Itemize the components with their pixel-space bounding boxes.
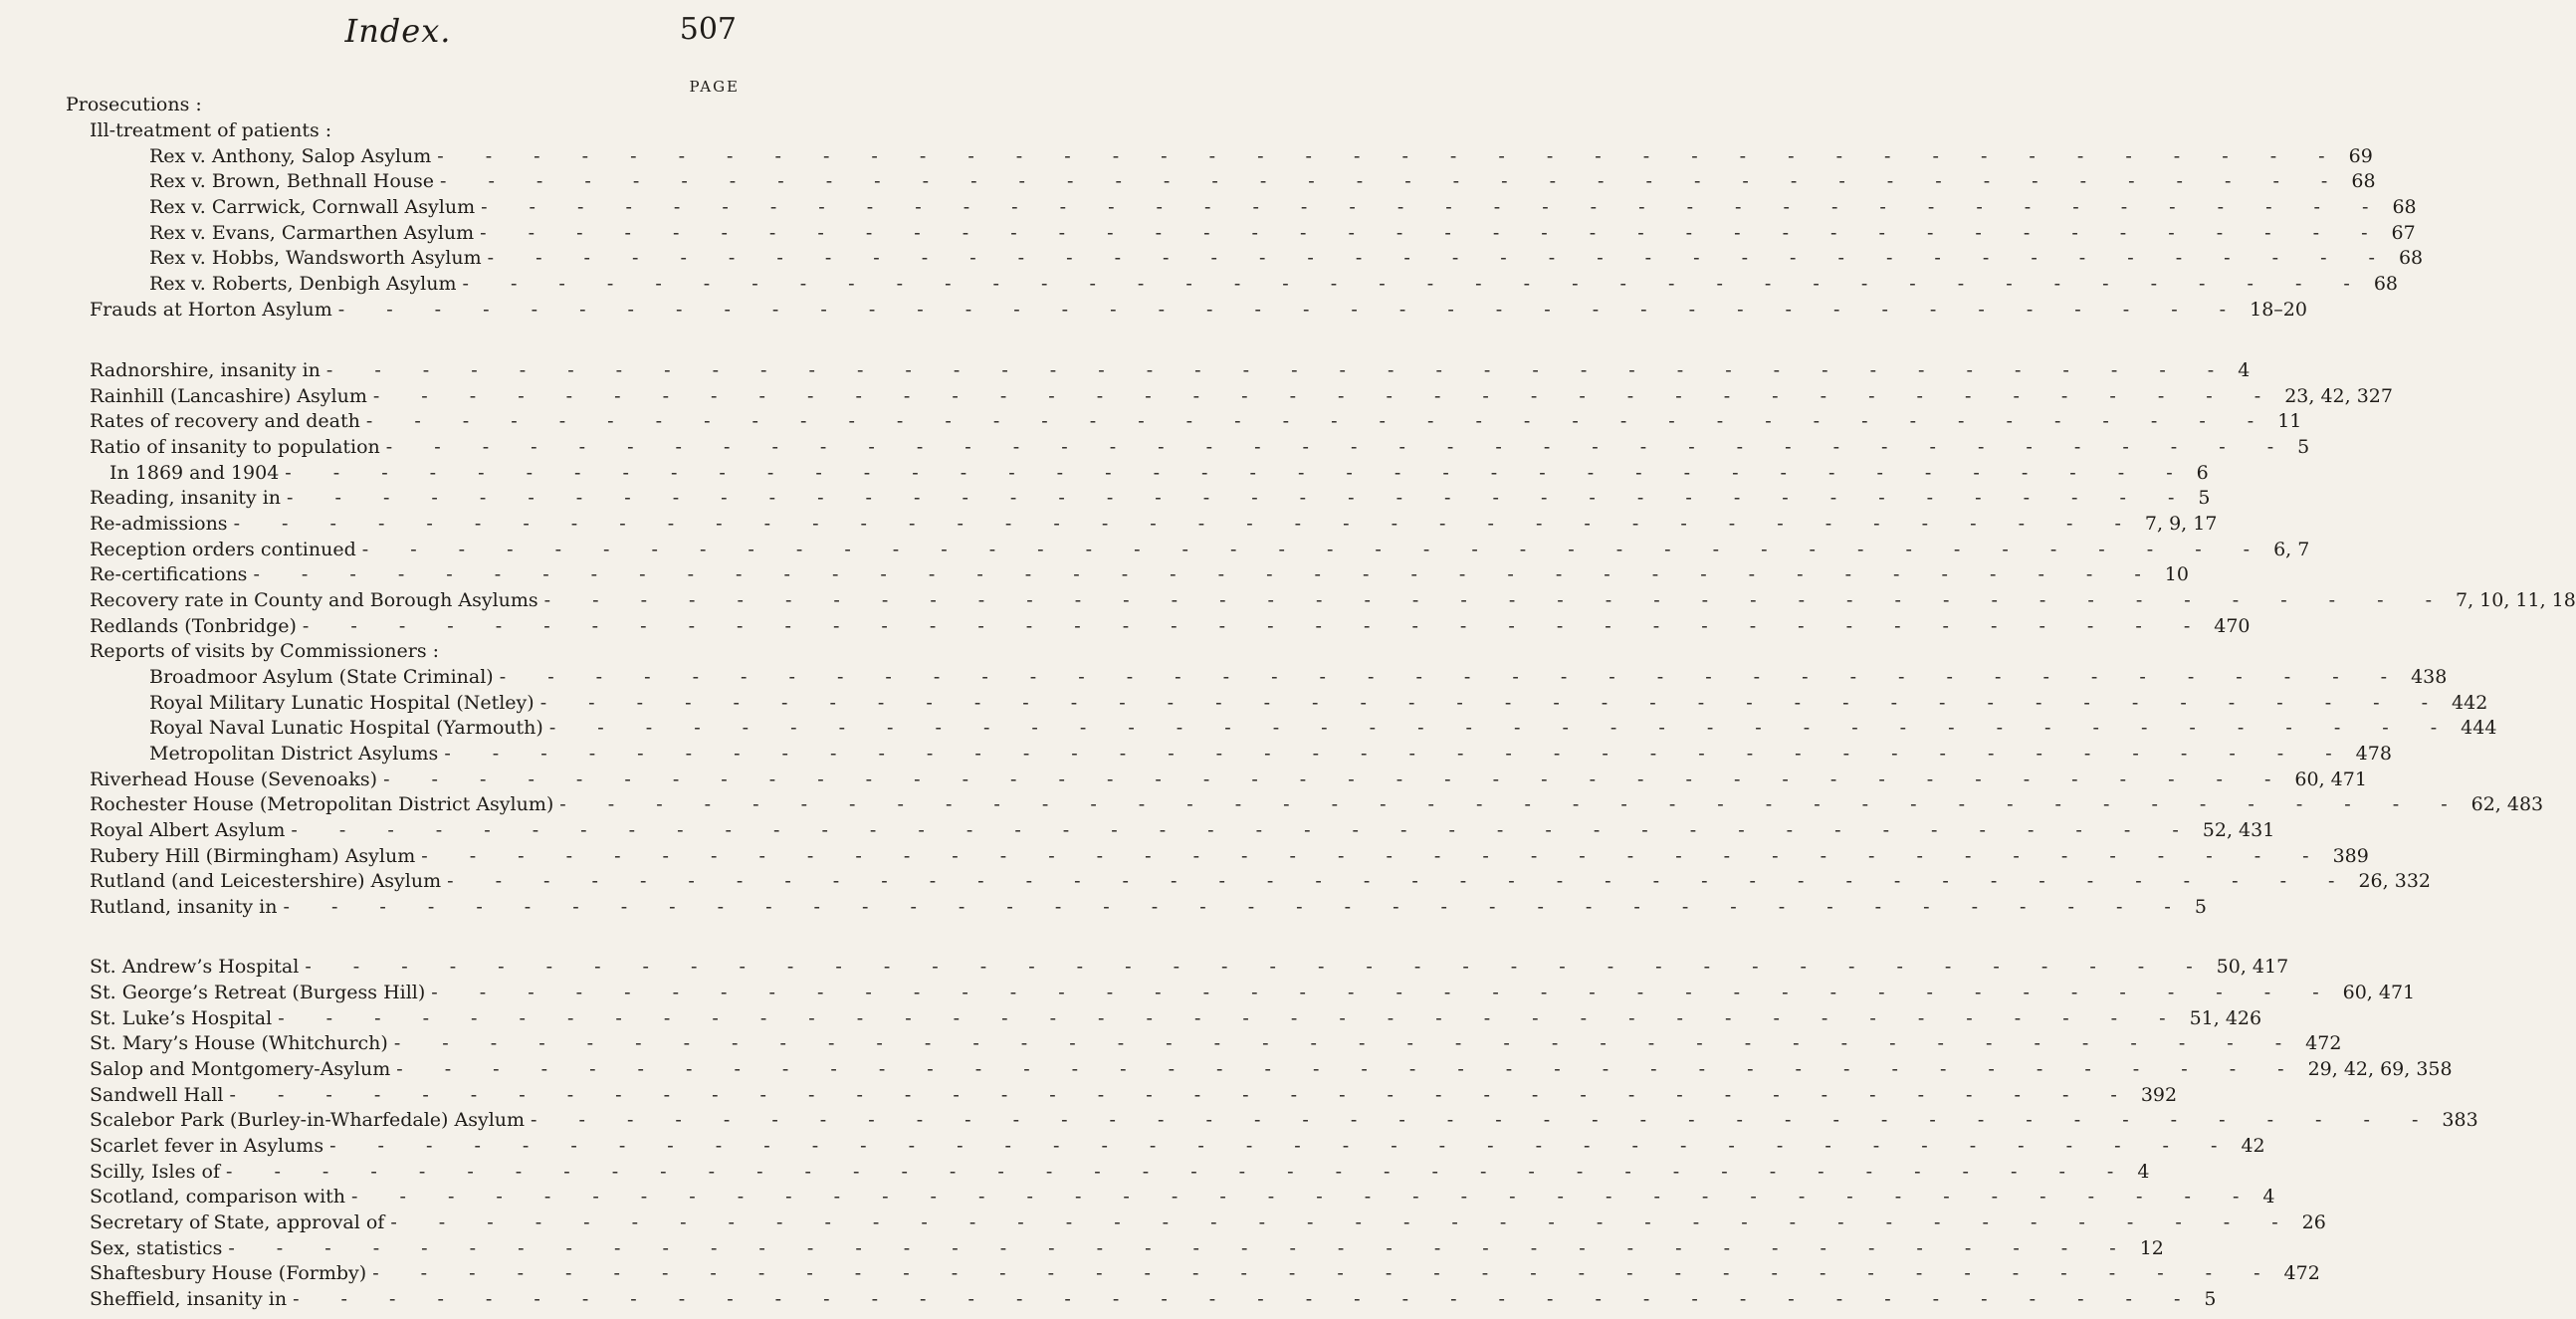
running-header-title: Index. bbox=[344, 12, 452, 50]
entry-text: Radnorshire, insanity in bbox=[90, 359, 321, 381]
entry-text: Sheffield, insanity in bbox=[90, 1288, 288, 1310]
leader-dashes: - - - - - - - - - - - - - - - - - - - - - - - - - - - - - - - - - - - - - - - - bbox=[287, 487, 2193, 509]
entry-page-numbers: 11 bbox=[2277, 410, 2302, 432]
entry-page-numbers: 68 bbox=[2373, 273, 2399, 295]
entry-text: Rochester House (Metropolitan District Asylum) bbox=[90, 793, 554, 815]
leader-dashes: - - - - - - - - - - - - - - - - - - - - - - - - - - - - - - - - - - - - - - - - bbox=[226, 1161, 2132, 1183]
entry-page-numbers: 444 bbox=[2461, 717, 2497, 739]
entry-text: Rainhill (Lancashire) Asylum bbox=[90, 385, 367, 407]
entry-text: Recovery rate in County and Borough Asylums bbox=[90, 589, 538, 611]
entry-text: Secretary of State, approval of bbox=[90, 1211, 385, 1233]
entry-text: In 1869 and 1904 bbox=[109, 462, 280, 484]
entry-page-numbers: 50, 417 bbox=[2216, 956, 2289, 978]
entry-text: St. Andrew’s Hospital bbox=[90, 956, 300, 978]
entry-page-numbers: 472 bbox=[2283, 1262, 2320, 1284]
leader-dashes: - - - - - - - - - - - - - - - - - - - - - - - - - - - - - - - - - - - - - - - - bbox=[291, 819, 2197, 841]
entry-text: Rex v. Brown, Bethnall House bbox=[149, 170, 435, 192]
entry-text: Prosecutions : bbox=[66, 94, 202, 115]
entry-text: Reports of visits by Commissioners : bbox=[90, 640, 440, 662]
entry-text: St. Luke’s Hospital bbox=[90, 1007, 273, 1029]
leader-dashes: - - - - - - - - - - - - - - - - - - - - - - - - - - - - - - - - - - - - - - - - bbox=[361, 539, 2268, 560]
leader-dashes: - - - - - - - - - - - - - - - - - - - - - - - - - - - - - - - - - - - - - - - - bbox=[437, 145, 2343, 167]
leader-dashes: - - - - - - - - - - - - - - - - - - - - - - - - - - - - - - - - - - - - - - - - bbox=[543, 589, 2450, 611]
entry-text: Frauds at Horton Asylum bbox=[90, 299, 332, 321]
entry-page-numbers: 438 bbox=[2411, 666, 2448, 688]
leader-dashes: - - - - - - - - - - - - - - - - - - - - - - - - - - - - - - - - - - - - - - - - bbox=[390, 1211, 2296, 1233]
page-column-label: PAGE bbox=[689, 78, 740, 96]
entry-page-numbers: 52, 431 bbox=[2202, 819, 2275, 841]
entry-text: Royal Naval Lunatic Hospital (Yarmouth) bbox=[149, 717, 543, 739]
entry-text: Rates of recovery and death bbox=[90, 410, 360, 432]
leader-dashes: - - - - - - - - - - - - - - - - - - - - - - - - - - - - - - - - - - - - - - - - bbox=[365, 410, 2272, 432]
entry-page-numbers: 68 bbox=[2351, 170, 2376, 192]
leader-dashes: - - - - - - - - - - - - - - - - - - - - - - - - - - - - - - - - - - - - - - - - bbox=[372, 385, 2279, 407]
entry-text: Re-certifications bbox=[90, 563, 248, 585]
entry-page-numbers: 383 bbox=[2442, 1109, 2478, 1131]
entry-text: Rex v. Anthony, Salop Asylum bbox=[149, 145, 432, 167]
leader-dashes: - - - - - - - - - - - - - - - - - - - - - - - - - - - - - - - - - - - - - - - - bbox=[229, 1084, 2135, 1106]
entry-page-numbers: 7, 10, 11, 18 bbox=[2456, 589, 2576, 611]
entry-page-numbers: 442 bbox=[2452, 692, 2488, 714]
leader-dashes: - - - - - - - - - - - - - - - - - - - - - - - - - - - - - - - - - - - - - - - - bbox=[393, 1032, 2300, 1054]
entry-page-numbers: 6 bbox=[2196, 462, 2209, 484]
entry-page-numbers: 42 bbox=[2241, 1135, 2265, 1157]
entry-page-numbers: 389 bbox=[2332, 845, 2369, 867]
entry-page-numbers: 12 bbox=[2139, 1237, 2164, 1259]
entry-page-numbers: 10 bbox=[2164, 563, 2189, 585]
entry-text: Rutland (and Leicestershire) Asylum bbox=[90, 870, 442, 892]
index-entry bbox=[90, 1284, 2217, 1314]
entry-page-numbers: 478 bbox=[2355, 743, 2392, 765]
entry-page-numbers: 60, 471 bbox=[2342, 982, 2416, 1003]
entry-text: Rex v. Evans, Carmarthen Asylum bbox=[149, 222, 475, 244]
entry-text: St. George’s Retreat (Burgess Hill) bbox=[90, 982, 426, 1003]
entry-text: Rex v. Carrwick, Cornwall Asylum bbox=[149, 196, 476, 218]
entry-page-numbers: 470 bbox=[2214, 615, 2251, 637]
entry-page-numbers: 4 bbox=[2137, 1161, 2150, 1183]
leader-dashes: - - - - - - - - - - - - - - - - - - - - - - - - - - - - - - - - - - - - - - - - bbox=[228, 1237, 2134, 1259]
entry-page-numbers: 5 bbox=[2194, 896, 2207, 918]
entry-text: Riverhead House (Sevenoaks) bbox=[90, 769, 378, 790]
entry-text: Scarlet fever in Asylums bbox=[90, 1135, 324, 1157]
leader-dashes: - - - - - - - - - - - - - - - - - - - - - - - - - - - - - - - - - - - - - - - - bbox=[421, 845, 2327, 867]
leader-dashes: - - - - - - - - - - - - - - - - - - - - - - - - - - - - - - - - - - - - - - - - bbox=[372, 1262, 2278, 1284]
leader-dashes: - - - - - - - - - - - - - - - - - - - - - - - - - - - - - - - - - - - - - - - - bbox=[559, 793, 2466, 815]
entry-page-numbers: 7, 9, 17 bbox=[2144, 513, 2218, 535]
leader-dashes: - - - - - - - - - - - - - - - - - - - - - - - - - - - - - - - - - - - - - - - - bbox=[499, 666, 2406, 688]
entry-text: Scilly, Isles of bbox=[90, 1161, 221, 1183]
entry-page-numbers: 60, 471 bbox=[2294, 769, 2367, 790]
leader-dashes: - - - - - - - - - - - - - - - - - - - - - - - - - - - - - - - - - - - - - - - - bbox=[531, 1109, 2437, 1131]
entry-page-numbers: 472 bbox=[2305, 1032, 2342, 1054]
entry-page-numbers: 68 bbox=[2398, 247, 2424, 269]
entry-text: Metropolitan District Asylums bbox=[149, 743, 439, 765]
entry-text: Rex v. Roberts, Denbigh Asylum bbox=[149, 273, 457, 295]
leader-dashes: - - - - - - - - - - - - - - - - - - - - - - - - - - - - - - - - - - - - - - - - bbox=[383, 769, 2289, 790]
entry-page-numbers: 69 bbox=[2348, 145, 2373, 167]
entry-text: Sandwell Hall bbox=[90, 1084, 224, 1106]
entry-text: St. Mary’s House (Whitchurch) bbox=[90, 1032, 388, 1054]
entry-page-numbers: 5 bbox=[2297, 436, 2310, 458]
entry-page-numbers: 5 bbox=[2198, 487, 2211, 509]
leader-dashes: - - - - - - - - - - - - - - - - - - - - - - - - - - - - - - - - - - - - - - - - bbox=[302, 615, 2209, 637]
entry-page-numbers: 4 bbox=[2238, 359, 2251, 381]
entry-page-numbers: 29, 42, 69, 358 bbox=[2307, 1058, 2453, 1080]
leader-dashes: - - - - - - - - - - - - - - - - - - - - - - - - - - - - - - - - - - - - - - - - bbox=[233, 513, 2139, 535]
entry-page-numbers: 26 bbox=[2301, 1211, 2326, 1233]
leader-dashes: - - - - - - - - - - - - - - - - - - - - - - - - - - - - - - - - - - - - - - - - bbox=[444, 743, 2350, 765]
entry-text: Re-admissions bbox=[90, 513, 228, 535]
entry-page-numbers: 6, 7 bbox=[2273, 539, 2310, 560]
entry-text: Salop and Montgomery-Asylum bbox=[90, 1058, 391, 1080]
index-entry bbox=[90, 892, 2207, 922]
entry-text: Royal Albert Asylum bbox=[90, 819, 286, 841]
entry-text: Sex, statistics bbox=[90, 1237, 223, 1259]
leader-dashes: - - - - - - - - - - - - - - - - - - - - - - - - - - - - - - - - - - - - - - - - bbox=[480, 222, 2386, 244]
leader-dashes: - - - - - - - - - - - - - - - - - - - - - - - - - - - - - - - - - - - - - - - - bbox=[325, 359, 2233, 381]
entry-page-numbers: 67 bbox=[2391, 222, 2416, 244]
leader-dashes: - - - - - - - - - - - - - - - - - - - - - - - - - - - - - - - - - - - - - - - - bbox=[351, 1186, 2257, 1208]
entry-text: Reception orders continued bbox=[90, 539, 356, 560]
leader-dashes: - - - - - - - - - - - - - - - - - - - - - - - - - - - - - - - - - - - - - - - - bbox=[337, 299, 2245, 321]
leader-dashes: - - - - - - - - - - - - - - - - - - - - - - - - - - - - - - - - - - - - - - - - bbox=[481, 196, 2387, 218]
leader-dashes: - - - - - - - - - - - - - - - - - - - - - - - - - - - - - - - - - - - - - - - - bbox=[462, 273, 2368, 295]
leader-dashes: - - - - - - - - - - - - - - - - - - - - - - - - - - - - - - - - - - - - - - - - bbox=[440, 170, 2346, 192]
entry-text: Reading, insanity in bbox=[90, 487, 282, 509]
entry-page-numbers: 51, 426 bbox=[2189, 1007, 2262, 1029]
entry-text: Royal Military Lunatic Hospital (Netley) bbox=[149, 692, 535, 714]
leader-dashes: - - - - - - - - - - - - - - - - - - - - - - - - - - - - - - - - - - - - - - - - bbox=[539, 692, 2447, 714]
entry-text: Ratio of insanity to population bbox=[90, 436, 380, 458]
entry-page-numbers: 5 bbox=[2204, 1288, 2217, 1310]
entry-page-numbers: 18–20 bbox=[2250, 299, 2307, 321]
page-number: 507 bbox=[679, 12, 737, 47]
entry-text: Rex v. Hobbs, Wandsworth Asylum bbox=[149, 247, 482, 269]
entry-text: Redlands (Tonbridge) bbox=[90, 615, 297, 637]
leader-dashes: - - - - - - - - - - - - - - - - - - - - - - - - - - - - - - - - - - - - - - - - bbox=[447, 870, 2353, 892]
leader-dashes: - - - - - - - - - - - - - - - - - - - - - - - - - - - - - - - - - - - - - - - - bbox=[487, 247, 2393, 269]
entry-page-numbers: 392 bbox=[2140, 1084, 2178, 1106]
entry-page-numbers: 4 bbox=[2262, 1186, 2275, 1208]
leader-dashes: - - - - - - - - - - - - - - - - - - - - - - - - - - - - - - - - - - - - - - - - bbox=[385, 436, 2292, 458]
leader-dashes: - - - - - - - - - - - - - - - - - - - - - - - - - - - - - - - - - - - - - - - - bbox=[285, 462, 2191, 484]
leader-dashes: - - - - - - - - - - - - - - - - - - - - - - - - - - - - - - - - - - - - - - - - bbox=[548, 717, 2456, 739]
entry-text: Broadmoor Asylum (State Criminal) bbox=[149, 666, 494, 688]
entry-page-numbers: 62, 483 bbox=[2470, 793, 2544, 815]
entry-page-numbers: 23, 42, 327 bbox=[2284, 385, 2393, 407]
leader-dashes: - - - - - - - - - - - - - - - - - - - - - - - - - - - - - - - - - - - - - - - - bbox=[396, 1058, 2302, 1080]
leader-dashes: - - - - - - - - - - - - - - - - - - - - - - - - - - - - - - - - - - - - - - - - bbox=[305, 956, 2211, 978]
entry-text: Shaftesbury House (Formby) bbox=[90, 1262, 367, 1284]
leader-dashes: - - - - - - - - - - - - - - - - - - - - - - - - - - - - - - - - - - - - - - - - bbox=[278, 1007, 2184, 1029]
leader-dashes: - - - - - - - - - - - - - - - - - - - - - - - - - - - - - - - - - - - - - - - - bbox=[293, 1288, 2199, 1310]
leader-dashes: - - - - - - - - - - - - - - - - - - - - - - - - - - - - - - - - - - - - - - - - bbox=[431, 982, 2337, 1003]
entry-text: Rubery Hill (Birmingham) Asylum bbox=[90, 845, 416, 867]
index-entry bbox=[90, 295, 2307, 325]
entry-text: Scalebor Park (Burley-in-Wharfedale) Asylum bbox=[90, 1109, 526, 1131]
entry-text: Ill-treatment of patients : bbox=[90, 119, 332, 141]
entry-text: Scotland, comparison with bbox=[90, 1186, 346, 1208]
leader-dashes: - - - - - - - - - - - - - - - - - - - - - - - - - - - - - - - - - - - - - - - - bbox=[283, 896, 2189, 918]
leader-dashes: - - - - - - - - - - - - - - - - - - - - - - - - - - - - - - - - - - - - - - - - bbox=[253, 563, 2159, 585]
entry-text: Rutland, insanity in bbox=[90, 896, 278, 918]
entry-page-numbers: 26, 332 bbox=[2358, 870, 2431, 892]
leader-dashes: - - - - - - - - - - - - - - - - - - - - - - - - - - - - - - - - - - - - - - - - bbox=[329, 1135, 2236, 1157]
entry-page-numbers: 68 bbox=[2392, 196, 2417, 218]
